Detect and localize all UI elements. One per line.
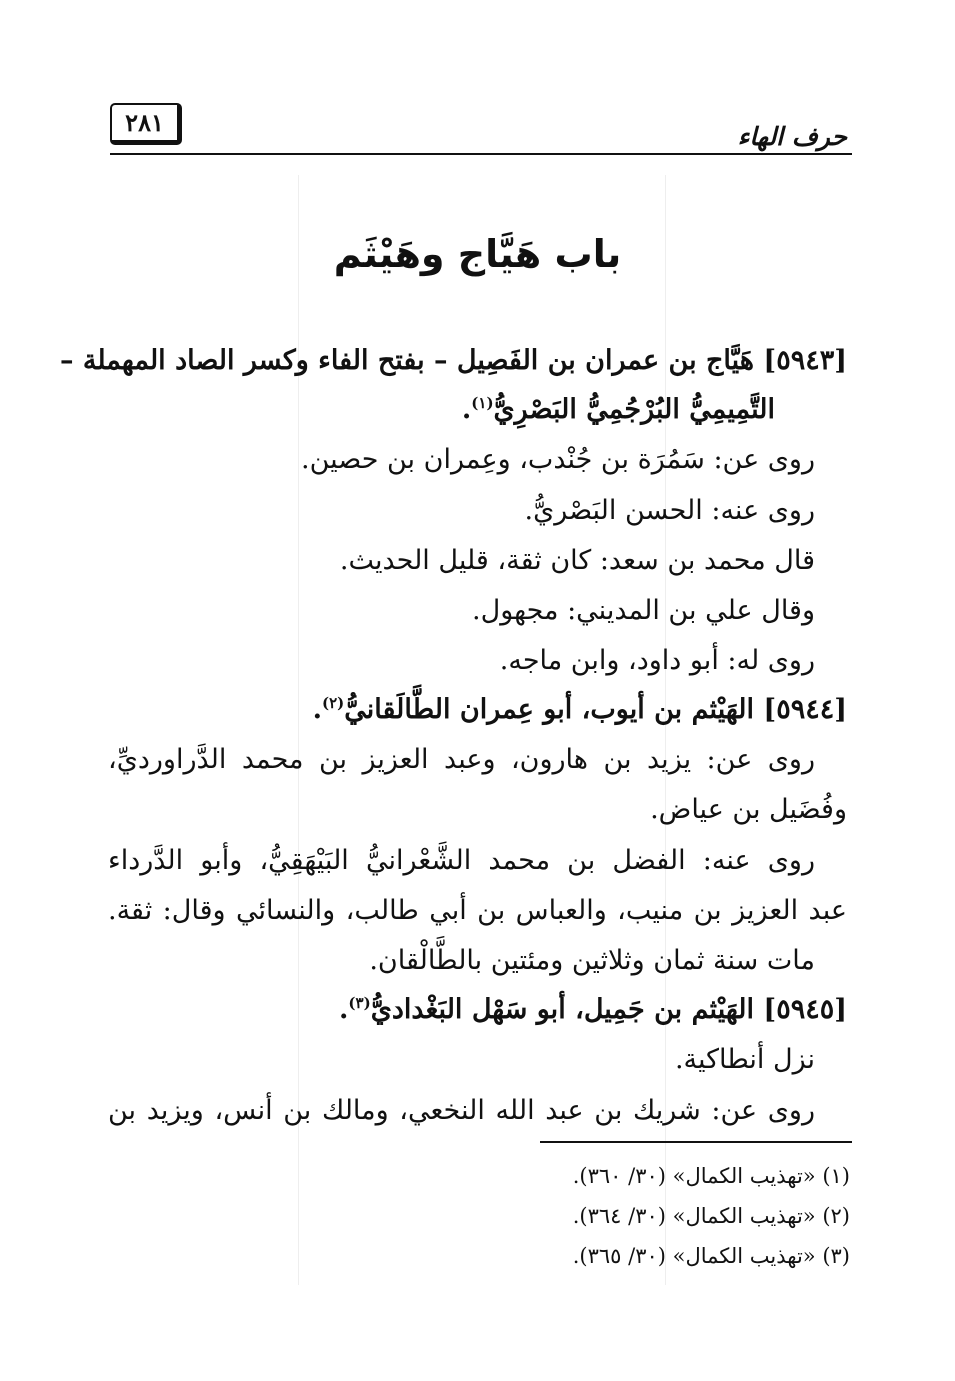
entry-heading-5943-continued — [462, 392, 775, 428]
body-line: عبد العزيز بن منيب، والعباس بن أبي طالب، والنسائي وقال: ثقة. — [108, 895, 847, 926]
body-line: نزل أنطاكية. — [674, 1044, 815, 1075]
header-rule — [110, 153, 852, 155]
body-line: روى عن: يزيد بن هارون، وعبد العزيز بن محمد الدَّراورديِّ، — [108, 744, 815, 775]
entry-heading-text: [٥٩٤٥] الهَيْثم بن جَمِيل، أبو سَهْل البَغْداديُّ — [370, 994, 847, 1025]
entry-heading-5945 — [339, 992, 847, 1028]
body-line: روى له: أبو داود، وابن ماجه. — [499, 645, 815, 676]
body-line: روى عنه: الحسن البَصْريُّ. — [524, 495, 815, 526]
body-line: وفُضَيل بن عياض. — [650, 794, 847, 825]
footnote-1: (١) «تهذيب الكمال» (٣٠/ ٣٦٠). — [572, 1164, 850, 1188]
footnote-rule — [540, 1141, 852, 1143]
page-number — [110, 103, 182, 145]
footnote-2: (٢) «تهذيب الكمال» (٣٠/ ٣٦٤). — [572, 1204, 850, 1228]
body-line: روى عن: شريك بن عبد الله النخعي، ومالك بن أنس، ويزيد بن — [108, 1095, 815, 1126]
footnote-3: (٣) «تهذيب الكمال» (٣٠/ ٣٦٥). — [572, 1244, 850, 1268]
period: . — [312, 694, 322, 725]
period: . — [461, 394, 472, 425]
chapter-title: باب هَيَّاج وهَيْثَم — [333, 232, 622, 276]
body-line: روى عنه: الفضل بن محمد الشَّعْرانيُّ البَيْهَقِيُّ، وأبو الدَّرداء — [108, 845, 815, 876]
footnote-ref-3[interactable]: (٣) — [348, 994, 371, 1012]
entry-heading-text: [٥٩٤٤] الهَيْثم بن أيوب، أبو عِمران الطَّالَقانيُّ — [344, 694, 847, 725]
body-line: مات سنة ثمان وثلاثين ومئتين بالطَّالْقان. — [369, 945, 815, 976]
entry-heading-5943: [٥٩٤٣] هَيَّاج بن عمران بن الفَصِيل – بفتح الفاء وكسر الصاد المهملة – — [59, 345, 847, 376]
period: . — [339, 994, 349, 1025]
body-line: قال محمد بن سعد: كان ثقة، قليل الحديث. — [339, 545, 815, 576]
footnote-ref-1[interactable]: (١) — [471, 394, 494, 412]
entry-heading-5944 — [313, 692, 847, 728]
body-line: روى عن: سَمُرَة بن جُنْدب، وعِمران بن حصين. — [301, 444, 815, 475]
running-head: حرف الهاء — [737, 122, 847, 151]
body-line: وقال علي بن المديني: مجهول. — [472, 595, 815, 626]
page-number-text: ٢٨١ — [125, 108, 164, 137]
footnote-ref-2[interactable]: (٢) — [322, 694, 345, 712]
entry-nisba-text: التَّمِيمِيُّ البُرْجُمِيُّ البَصْرِيُّ — [493, 394, 775, 425]
